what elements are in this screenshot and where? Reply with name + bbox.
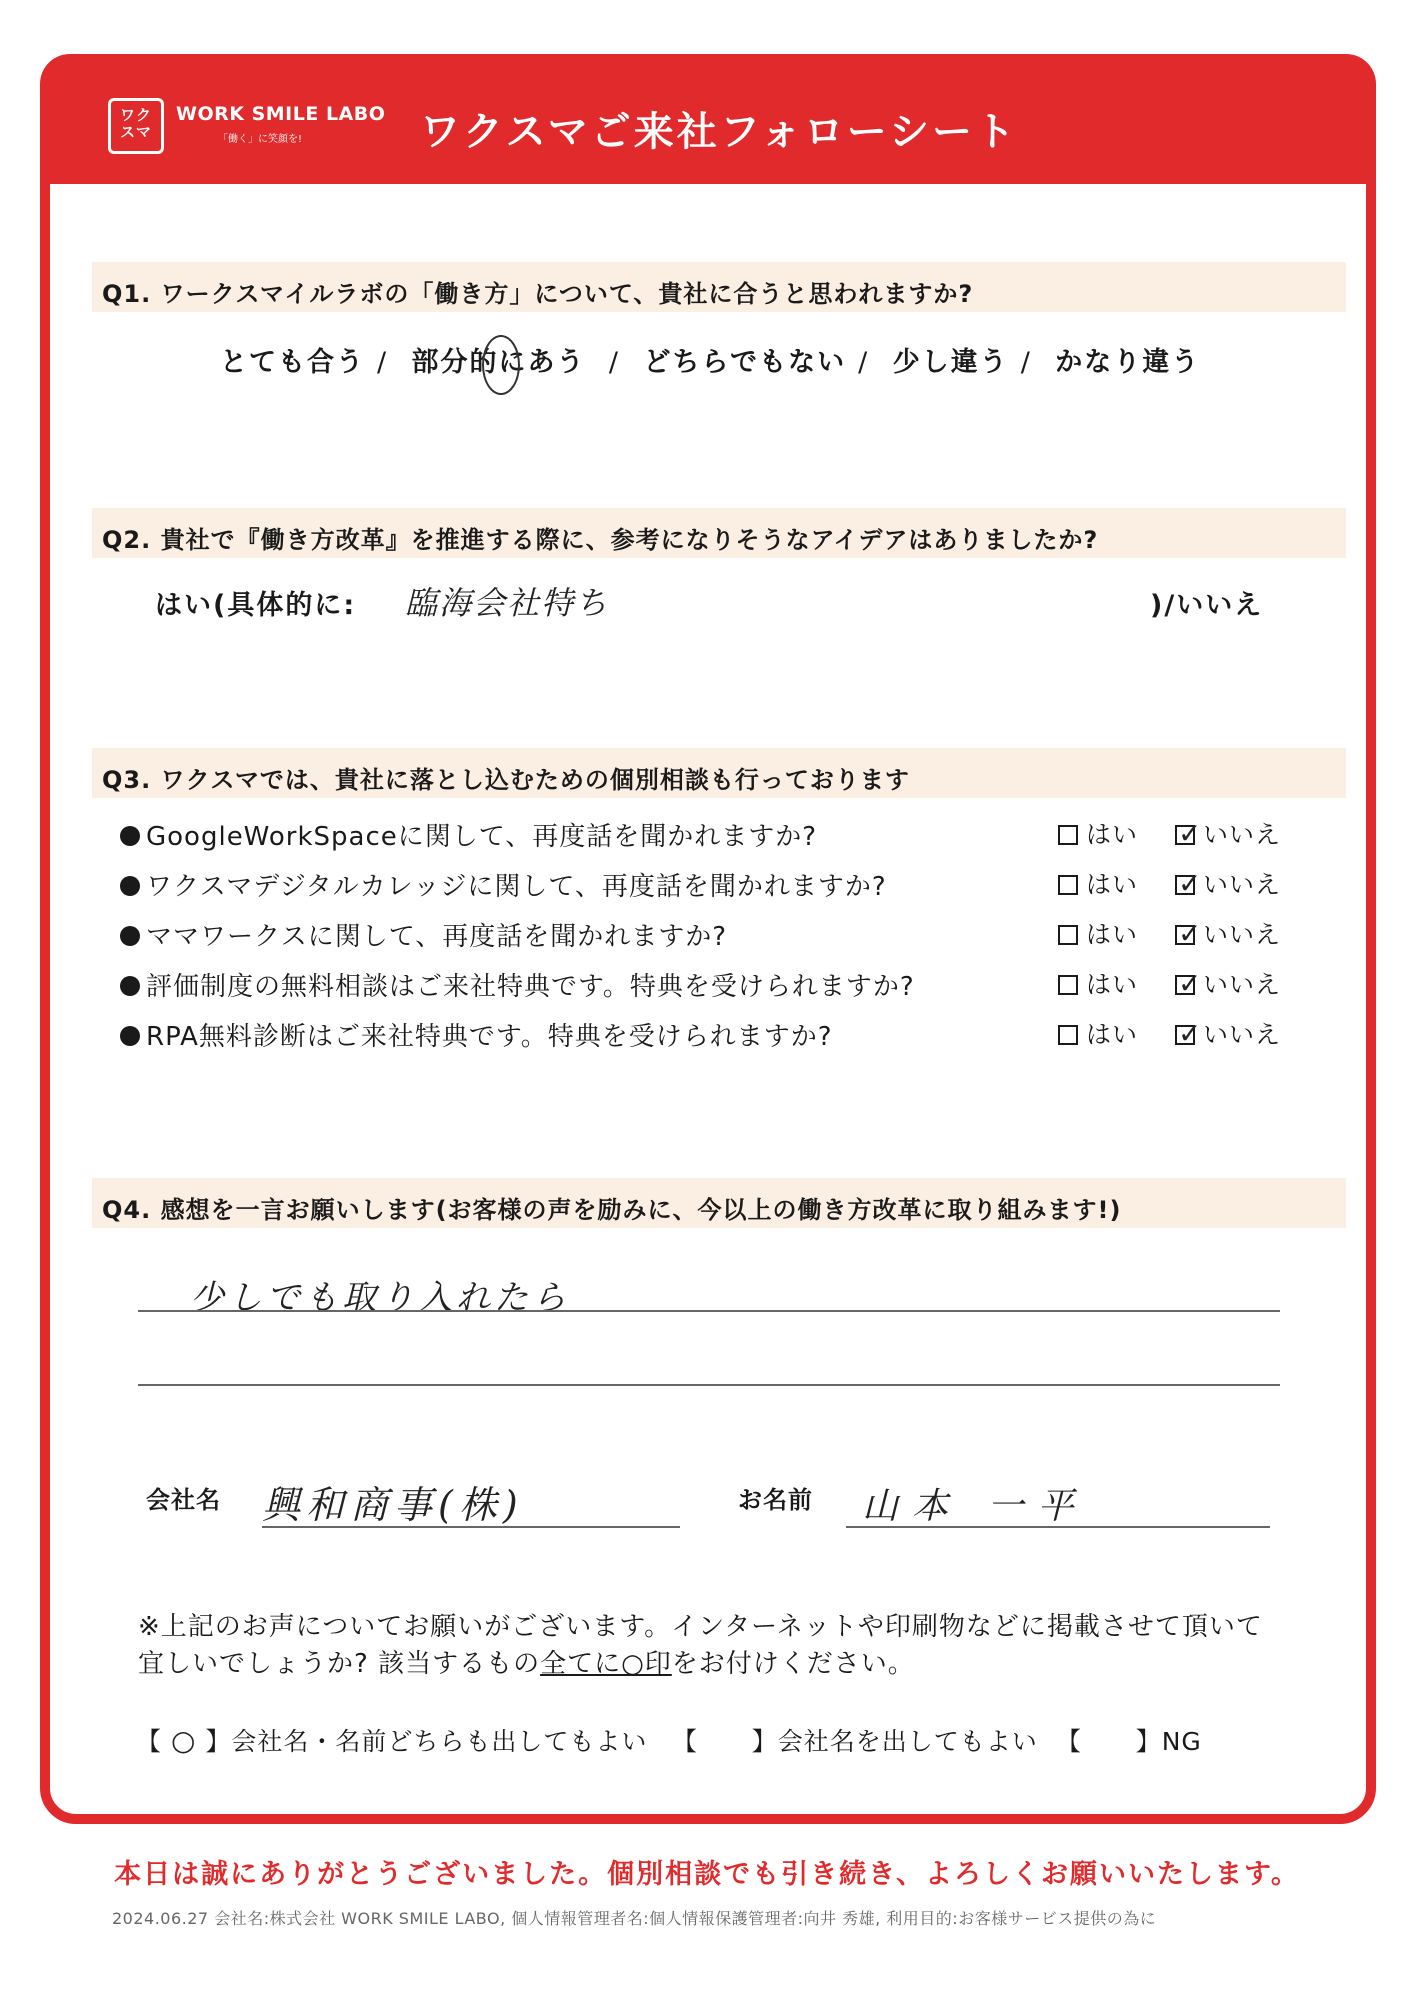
q1-option[interactable]: かなり違う [1055,347,1201,378]
logo-name: WORK SMILE LABO [176,103,386,125]
notice-line-2: 宜しいでしょうか? 該当するもの全てに○印をお付けください。 [138,1649,915,1679]
q3-question: Q3. ワクスマでは、貴社に落とし込むための個別相談も行っております [102,766,910,794]
checkbox-checked-icon[interactable] [1175,817,1203,850]
person-value[interactable]: 山本 一平 [862,1486,1088,1527]
no-option[interactable]: ✓ いいえ [1175,1015,1281,1051]
q3-item [120,866,887,903]
company-value[interactable]: 興和商事(株) [262,1483,524,1527]
consent-option-1[interactable]: 【 ○ 】会社名・名前どちらも出してもよい [136,1724,648,1757]
q1-option-selected[interactable] [412,347,597,378]
person-label: お名前 [738,1486,813,1514]
company-label: 会社名 [146,1486,221,1514]
notice-line-1: ※上記のお声についてお願いがございます。インターネットや印刷物などに掲載させて頂いて [138,1612,1263,1642]
q3-item [120,1016,833,1053]
logo-icon: ワク スマ [108,98,164,154]
selection-circle-icon [482,335,520,395]
q1-question: Q1. ワークスマイルラボの「働き方」について、貴社に合うと思われますか? [102,280,974,308]
no-option[interactable]: ✓ いいえ [1175,865,1281,901]
logo-tagline: 「働く」に笑顔を! [218,134,303,145]
yes-option[interactable]: はい [1058,815,1138,851]
no-option[interactable]: ✓ いいえ [1175,915,1281,951]
answer-line [138,1310,1280,1312]
q2-no-suffix: )/いいえ [1150,590,1264,621]
q1-separator: / [608,347,621,378]
check-mark-icon: ✓ [1178,867,1203,900]
checkbox-checked-icon[interactable] [1175,1017,1203,1050]
page-title: ワクスマご来社フォローシート [420,109,1018,155]
yes-option[interactable]: はい [1058,1015,1138,1051]
check-mark-icon: ✓ [1178,817,1203,850]
q3-item [120,816,817,853]
q1-separator: / [377,347,389,378]
checkbox-icon[interactable] [1058,1025,1078,1045]
bullet-icon [120,976,140,996]
q3-item-text: GoogleWorkSpaceに関して、再度話を聞かれますか? [146,822,818,852]
bullet-icon [120,926,140,946]
q3-item-text: ママワークスに関して、再度話を聞かれますか? [146,922,728,952]
notice-emphasis: 全てに○印 [540,1649,672,1679]
yes-option[interactable]: はい [1058,965,1138,1001]
q4-answer[interactable]: 少しでも取り入れたら [190,1278,570,1318]
q1-separator: / [1020,347,1032,378]
footer-info: 2024.06.27 会社名:株式会社 WORK SMILE LABO, 個人情報管理者名:個人情報保護管理者:向井 秀雄, 利用目的:お客様サービス提供の為に [112,1909,1157,1928]
check-mark-icon: ✓ [1178,1017,1203,1050]
checkbox-icon[interactable] [1058,925,1078,945]
q1-option[interactable]: 少し違う [892,347,1009,378]
no-option[interactable]: ✓ いいえ [1175,815,1281,851]
checkbox-checked-icon[interactable] [1175,917,1203,950]
company-line [262,1526,680,1528]
checkbox-icon[interactable] [1058,875,1078,895]
checkbox-checked-icon[interactable] [1175,867,1203,900]
q2-answer[interactable]: 臨海会社特ち [405,584,610,622]
q1-option[interactable]: どちらでもない [643,347,847,378]
thanks-message: 本日は誠にありがとうございました。個別相談でも引き続き、よろしくお願いいたします。 [114,1859,1300,1890]
consent-option-2[interactable]: 【 】会社名を出してもよい [672,1727,1038,1756]
check-mark-icon: ✓ [1178,967,1203,1000]
q3-item [120,966,915,1003]
person-line [846,1526,1270,1528]
q3-item [120,916,727,953]
q3-item-text: 評価制度の無料相談はご来社特典です。特典を受けられますか? [146,972,915,1002]
selected-mark-icon: ○ [170,1724,197,1757]
bullet-icon [120,1026,140,1046]
q1-options [220,340,1200,379]
check-mark-icon: ✓ [1178,917,1203,950]
q3-item-text: RPA無料診断はご来社特典です。特典を受けられますか? [146,1022,833,1052]
checkbox-icon[interactable] [1058,975,1078,995]
yes-option[interactable]: はい [1058,915,1138,951]
yes-option[interactable]: はい [1058,865,1138,901]
q3-item-text: ワクスマデジタルカレッジに関して、再度話を聞かれますか? [146,872,887,902]
bullet-icon [120,876,140,896]
checkbox-icon[interactable] [1058,825,1078,845]
no-option[interactable]: ✓ いいえ [1175,965,1281,1001]
q1-option[interactable]: とても合う [220,347,365,378]
q4-question: Q4. 感想を一言お願いします(お客様の声を励みに、今以上の働き方改革に取り組みます!) [102,1196,1122,1224]
checkbox-checked-icon[interactable] [1175,967,1203,1000]
q2-yes-prefix: はい(具体的に: [155,590,357,621]
q1-separator: / [858,347,870,378]
bullet-icon [120,826,140,846]
consent-option-3[interactable]: 【 】NG [1056,1727,1202,1756]
q1-option-label: 部分的にあう [411,347,586,378]
q2-question: Q2. 貴社で『働き方改革』を推進する際に、参考になりそうなアイデアはありましたか? [102,526,1099,554]
answer-line [138,1384,1280,1386]
